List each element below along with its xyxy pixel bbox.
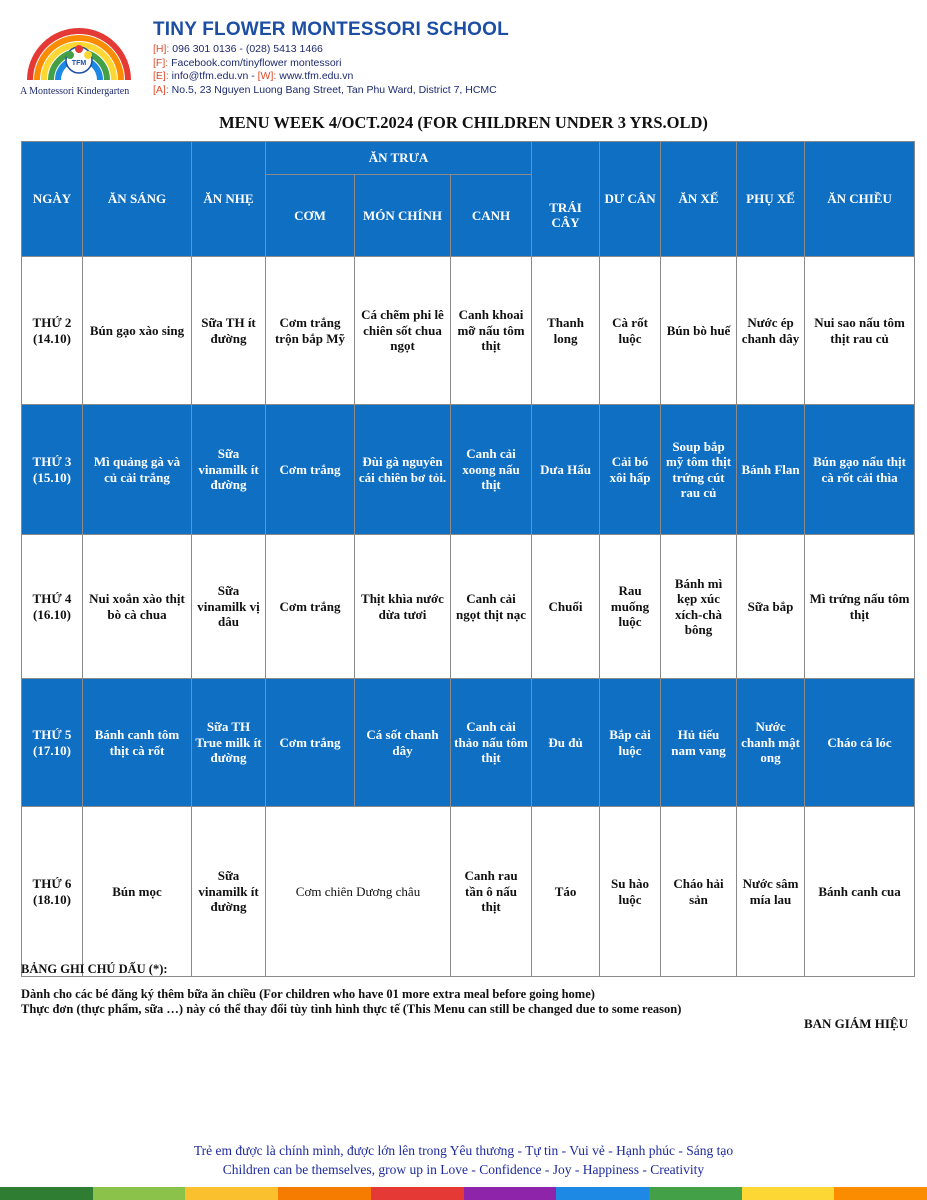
rainbow-segment (371, 1187, 464, 1200)
canh-cell: Canh cải ngọt thịt nạc (451, 535, 532, 679)
table-row (22, 679, 915, 807)
rainbow-segment (278, 1187, 371, 1200)
com-cell: Cơm trắng (266, 535, 355, 679)
header-du-can: DƯ CÂN (600, 142, 661, 257)
canh-cell: Canh cải thảo nấu tôm thịt (451, 679, 532, 807)
phu-xe-cell: Sữa bắp (737, 535, 805, 679)
trai-cay-cell: Thanh long (532, 257, 600, 405)
header-an-sang: ĂN SÁNG (83, 142, 192, 257)
du-can-cell: Bắp cải luộc (600, 679, 661, 807)
an-sang-cell: Bún mọc (83, 807, 192, 977)
footer-line-en: Children can be themselves, grow up in Love - Confidence - Joy - Happiness - Creativity (222, 1162, 705, 1177)
footer-line-vi: Trẻ em được là chính mình, được lớn lên trong Yêu thương - Tự tin - Vui vẻ - Hạnh phúc - Sáng tạo (193, 1143, 734, 1158)
logo-text: TFM (71, 60, 87, 67)
an-nhe-cell: Sữa vinamilk ít đường (192, 807, 266, 977)
notes-line-1: Dành cho các bé đăng ký thêm bữa ăn chiều (For children who have 01 more extra meal before going home) (21, 987, 595, 1001)
day-cell (22, 807, 83, 977)
contact-phone (153, 43, 509, 57)
header-canh: CANH (451, 175, 532, 257)
menu-table (21, 141, 915, 977)
rainbow-strip (0, 1187, 927, 1200)
day-label: THỨ 4 (32, 591, 72, 606)
header-mon-chinh: MÓN CHÍNH (355, 175, 451, 257)
address-tag: [A]: (153, 83, 169, 96)
day-cell (22, 257, 83, 405)
header-trai-cay-top (532, 142, 600, 175)
day-cell (22, 405, 83, 535)
day-label: THỨ 3 (32, 454, 72, 469)
header-an-chieu: ĂN CHIỀU (805, 142, 915, 257)
header-phu-xe: PHỤ XẾ (737, 142, 805, 257)
table-row (22, 257, 915, 405)
du-can-cell: Cải bó xôi hấp (600, 405, 661, 535)
table-row (22, 807, 915, 977)
header-an-xe: ĂN XẾ (661, 142, 737, 257)
phu-xe-cell: Bánh Flan (737, 405, 805, 535)
an-xe-cell: Cháo hải sản (661, 807, 737, 977)
rainbow-segment (649, 1187, 742, 1200)
header-an-trua: ĂN TRƯA (266, 142, 532, 175)
phone-text: 096 301 0136 - (028) 5413 1466 (169, 43, 323, 55)
an-nhe-cell: Sữa vinamilk ít đường (192, 405, 266, 535)
du-can-cell: Rau muống luộc (600, 535, 661, 679)
header-com: CƠM (266, 175, 355, 257)
mon-chinh-cell: Cá chẽm phi lê chiên sốt chua ngọt (355, 257, 451, 405)
an-chieu-cell: Bún gạo nấu thịt cà rốt cải thìa (805, 405, 915, 535)
com-cell: Cơm trắng trộn bắp Mỹ (266, 257, 355, 405)
mon-chinh-cell: Thịt khìa nước dừa tươi (355, 535, 451, 679)
com-cell: Cơm trắng (266, 405, 355, 535)
contact-block (153, 43, 509, 97)
contact-address (153, 84, 509, 98)
signature-label: BAN GIÁM HIỆU (803, 1016, 908, 1031)
com-merged-cell: Cơm chiên Dương châu (266, 807, 451, 977)
canh-cell: Canh cải xoong nấu thịt (451, 405, 532, 535)
an-xe-cell: Bánh mì kẹp xúc xích-chà bông (661, 535, 737, 679)
day-date: (16.10) (33, 606, 71, 622)
an-chieu-cell: Cháo cá lóc (805, 679, 915, 807)
web-text: www.tfm.edu.vn (276, 70, 354, 82)
canh-cell: Canh khoai mỡ nấu tôm thịt (451, 257, 532, 405)
rainbow-segment (742, 1187, 835, 1200)
an-sang-cell: Bún gạo xào sing (83, 257, 192, 405)
an-chieu-cell: Bánh canh cua (805, 807, 915, 977)
notes-line-2: Thực đơn (thực phẩm, sữa …) này có thể thay đổi tùy tình hình thực tế (This Menu can still be changed due to some reason) (21, 1002, 682, 1016)
school-header (153, 19, 509, 97)
email-text: info@tfm.edu.vn - (168, 70, 258, 82)
day-date: (14.10) (33, 330, 71, 346)
facebook-text: Facebook.com/tinyflower montessori (168, 56, 342, 69)
footer-slogan (0, 1141, 927, 1179)
an-nhe-cell: Sữa TH ít đường (192, 257, 266, 405)
day-date: (18.10) (33, 891, 71, 907)
rainbow-segment (834, 1187, 927, 1200)
phu-xe-cell: Nước chanh mật ong (737, 679, 805, 807)
trai-cay-cell: Chuối (532, 535, 600, 679)
email-tag: [E]: (153, 70, 169, 82)
day-label: THỨ 2 (32, 315, 72, 330)
web-tag: [W]: (257, 70, 277, 82)
menu-title: MENU WEEK 4/OCT.2024 (FOR CHILDREN UNDER 3 YRS.OLD) (219, 113, 708, 132)
mon-chinh-cell: Cá sốt chanh dây (355, 679, 451, 807)
notes-section (21, 962, 914, 1017)
trai-cay-cell: Đu đủ (532, 679, 600, 807)
du-can-cell: Cà rốt luộc (600, 257, 661, 405)
day-cell (22, 535, 83, 679)
an-sang-cell: Mì quảng gà và củ cải trắng (83, 405, 192, 535)
an-chieu-cell: Nui sao nấu tôm thịt rau củ (805, 257, 915, 405)
phu-xe-cell: Nước ép chanh dây (737, 257, 805, 405)
canh-cell: Canh rau tần ô nấu thịt (451, 807, 532, 977)
table-row (22, 535, 915, 679)
an-xe-cell: Hủ tiếu nam vang (661, 679, 737, 807)
an-nhe-cell: Sữa vinamilk vị dâu (192, 535, 266, 679)
logo-caption: A Montessori Kindergarten (20, 86, 130, 97)
day-cell (22, 679, 83, 807)
rainbow-segment (93, 1187, 186, 1200)
rainbow-segment (556, 1187, 649, 1200)
contact-facebook (153, 57, 509, 71)
facebook-tag: [F]: (153, 56, 169, 69)
header-trai-cay: TRÁI CÂY (532, 175, 600, 257)
an-xe-cell: Bún bò huế (661, 257, 737, 405)
day-date: (15.10) (33, 469, 71, 485)
rainbow-segment (464, 1187, 557, 1200)
header-ngay: NGÀY (22, 142, 83, 257)
day-date: (17.10) (33, 742, 71, 758)
du-can-cell: Su hào luộc (600, 807, 661, 977)
contact-email-web (153, 70, 509, 84)
day-label: THỨ 6 (32, 876, 72, 891)
day-label: THỨ 5 (32, 727, 72, 742)
header-row-1 (22, 142, 915, 175)
table-row (22, 405, 915, 535)
an-chieu-cell: Mì trứng nấu tôm thịt (805, 535, 915, 679)
trai-cay-cell: Dưa Hấu (532, 405, 600, 535)
trai-cay-cell: Táo (532, 807, 600, 977)
an-sang-cell: Bánh canh tôm thịt cà rốt (83, 679, 192, 807)
rainbow-segment (0, 1187, 93, 1200)
rainbow-segment (185, 1187, 278, 1200)
notes-heading: BẢNG GHI CHÚ DẤU (*): (21, 962, 168, 976)
com-cell: Cơm trắng (266, 679, 355, 807)
school-name: TINY FLOWER MONTESSORI SCHOOL (153, 19, 509, 40)
phone-tag: [H]: (153, 43, 170, 55)
mon-chinh-cell: Đùi gà nguyên cái chiên bơ tỏi. (355, 405, 451, 535)
an-sang-cell: Nui xoắn xào thịt bò cà chua (83, 535, 192, 679)
an-xe-cell: Soup bắp mỹ tôm thịt trứng cút rau củ (661, 405, 737, 535)
an-nhe-cell: Sữa TH True milk ít đường (192, 679, 266, 807)
header-an-nhe: ĂN NHẸ (192, 142, 266, 257)
phu-xe-cell: Nước sâm mía lau (737, 807, 805, 977)
rainbow-logo-icon (18, 14, 140, 90)
address-text: No.5, 23 Nguyen Luong Bang Street, Tan Phu Ward, District 7, HCMC (168, 83, 497, 96)
